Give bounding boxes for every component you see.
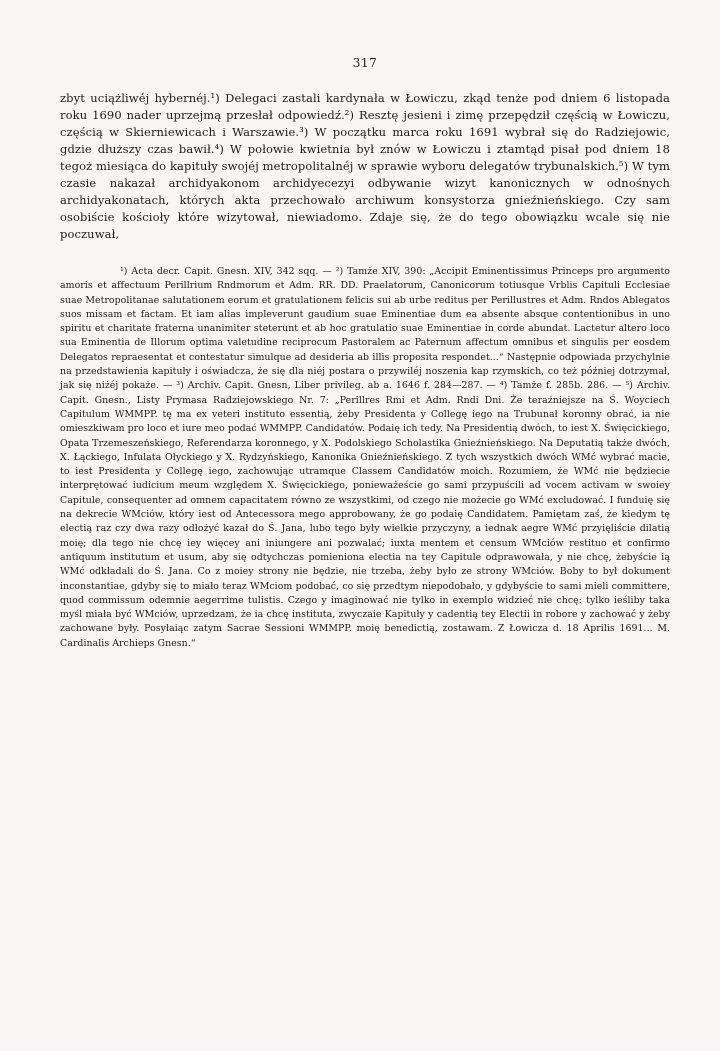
main-paragraph: zbyt uciążliwéj hybernéj.¹) Delegaci zastali kardynała w Łowiczu, zkąd tenże pod dniem 6 listopada roku 1690 nader uprzejmą przesłał odpowiedź.²) Resztę jesieni i zimę przepędził częścią w Łowiczu, częścią w Skierniewicach i Warszawie.³) W początku marca roku 1691 wybrał się do Radziejowic, gdzie dłuższy czas bawił.⁴) W połowie kwietnia był znów w Łowiczu i ztamtąd pisał pod dniem 18 tegoż miesiąca do kapituły swojéj metropolitalnéj w sprawie wyboru delegatów trybunalskich.⁵) W tym czasie nakazał archidyakonom archidyecezyi odbywanie wizyt kanonicznych w odnośnych archidyakonatach, których akta przechowało archiwum konsystorza gnieźnieńskiego. Czy sam osobiście kościoły które wizytował, niewiadomo. Zdaje się, że do tego obowiązku wcale się nie poczuwał,	[60, 91, 670, 241]
footnotes	[60, 265, 670, 651]
page	[60, 56, 670, 651]
page-number: 317	[352, 56, 378, 70]
footnotes-text: ¹) Acta decr. Capit. Gnesn. XIV, 342 sqq. — ²) Tamże XIV, 390: „Accipit Eminentissimus Princeps pro argumento amoris et affectuum Perillrium Rndmorum et Adm. RR. DD. Praelatorum, Canonicorum totiusque Vrblis Capituli Ecclesiae suae Metropolitanae salutationem eorum et gratulationem felicis sui ab urbe reditus per Perillustres et Adm. Rndos Ablegatos suos missam et factam. Et iam alias impleverunt gaudium suae Eminentiae dum ea absente absque contentionibus in uno spiritu et charitate fraterna unanimiter steterunt et ab hoc gratulatio suae Eminentiae in corde abundat. Lactetur altero loco sua Eminentia de Illorum optima valetudine reciprocum Pastoralem ac Paternum affectum omnibus et singulis per eosdem Delegatos repraesentat et contestatur simulque ad desideria ab illis proposita respondet...“ Następnie odpowiada przychylnie na przedstawienia kapituły i oświadcza, że się dla niéj postara o przywiléj noszenia kap rzymskich, co też później dotrzymał, jak się niżéj pokaże. — ³) Archiv. Capit. Gnesn, Liber privileg. ab a. 1646 f. 284—287. — ⁴) Tamże f. 285b. 286. — ⁵) Archiv. Capit. Gnesn., Listy Prymasa Radziejowskiego Nr. 7: „Perillres Rmi et Adm. Rndi Dni. Że teraźniejsze na Ś. Woyciech Capitulum WMMPP. tę ma ex veteri instituto essentią, żeby Presidenta y Collegę iego na Trubunał koronny obrać, ia nie omieszkiwam pro loco et iure meo podać WMMPP. Candidatów. Podaię ich tedy. Na Presidentią dwóch, to iest X. Święcickiego, Opata Trzemeszeńskiego, Referendarza koronnego, y X. Podolskiego Scholastika Gnieźnieńskiego. Na Deputatią także dwóch, X. Łąckiego, Infulata Ołyckiego y X. Rydzyńskiego, Kanonika Gnieźnieńskiego. Z tych wszystkich dwóch WMć wybrać macie, to iest Presidenta y Collegę iego, zachowując utramque Classem Candidatów moich. Rozumiem, że WMć nie będziecie interprętować iudicium meum względem X. Święcickiego, ponieważeście go sami przypuścili ad vocem activam w swoiey Capitule, consequenter ad omnem capacitatem równo ze wszystkimi, od czego nie możecie go WMć excludować. I funduię się na dekrecie WMciów, który iest od Antecessora mego approbowany, że go podaię Candidatem. Pamiętam zaś, że kiedym tę electią raz czy dwa razy odłożyć kazał do Ś. Jana, lubo tego były wielkie przyczyny, a iednak aegre WMć przyięliście dilatią moię; dla tego nie chcę iey więcey ani iniungere ani pozwalać; iuxta mentem et censum WMciów restituo et confirmo antiquum institutum et usum, aby się odtychczas pomieniona electia na tey Capitule odprawowała, y nie chcę, żebyście ią WMć odkładali do Ś. Jana. Co z moiey strony nie będzie, nie trzeba, żeby było ze strony WMciów. Boby to był dokument inconstantiae, gdyby się to miało teraz WMciom podobać, co się przedtym niepodobało, y gdybyście to sami mieli committere, quod commissum odemnie aegerrime tulistis. Czego y imaginować nie tylko in exemplo widzieć nie chcę: tylko ieśliby taka myśl miała być WMciów, uprzedzam, że ia chcę instituta, zwyczaie Kapituły y cadentią tey Electii in robore y zachować y żeby zachowane były. Posyłaiąc zatym Sacrae Sessioni WMMPP. moię benedictią, zostawam. Z Łowicza d. 18 Aprilis 1691... M. Cardinalis Archieps Gnesn.“	[60, 266, 670, 649]
main-text	[60, 90, 670, 243]
